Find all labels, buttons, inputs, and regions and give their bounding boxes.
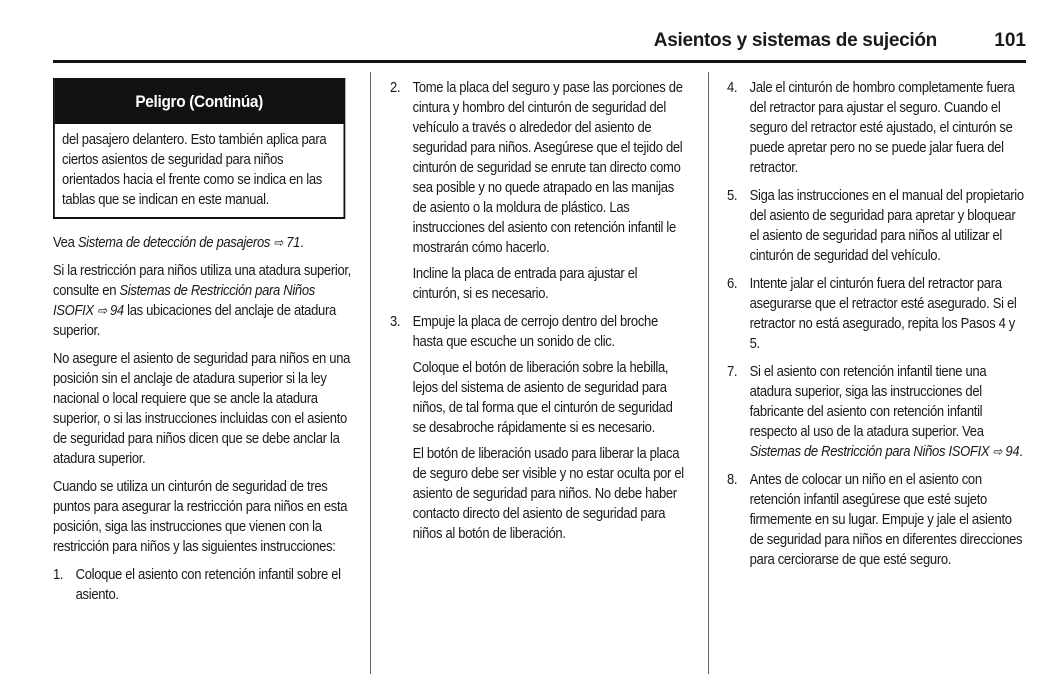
list-item xyxy=(727,78,1027,178)
step-text: Empuje la placa de cerrojo dentro del broche hasta que escuche un sonido de clic. xyxy=(412,314,658,350)
danger-title: Peligro (Continúa) xyxy=(55,80,344,124)
list-item xyxy=(53,565,352,605)
paragraph: Cuando se utiliza un cinturón de seguridad de tres puntos para asegurar la restricción para niños en esta posición, siga las instrucciones que vienen con la restricción para niños y las siguientes instrucciones: xyxy=(53,479,348,555)
list-item xyxy=(727,470,1027,570)
step-text: Siga las instrucciones en el manual del propietario del asiento de seguridad para apretar y bloquear el asiento de seguridad para niños al utilizar el cinturón de seguridad del vehículo. xyxy=(749,188,1024,264)
steps-list xyxy=(390,78,687,544)
step-text: Antes de colocar un niño en el asiento con retención infantil asegúrese que esté sujeto firmemente en su lugar. Empuje y jale el asiento de seguridad para niños en diferentes direcciones para cerciorarse de que esté seguro. xyxy=(749,472,1023,568)
danger-text: del pasajero delantero. Esto también aplica para ciertos asientos de seguridad para niños orientados hacia el frente como se indica en las tablas que se indican en este manual. xyxy=(62,132,327,208)
column-divider xyxy=(370,72,371,674)
step-number: 6. xyxy=(727,276,738,292)
step-number: 7. xyxy=(727,364,738,380)
column-left xyxy=(53,78,352,613)
column-right xyxy=(727,78,1027,578)
paragraph: Vea Sistema de detección de pasajeros ⇨ 71. xyxy=(53,235,304,251)
paragraph: Si la restricción para niños utiliza una atadura superior, consulte en Sistemas de Restricción para Niños ISOFIX ⇨ 94 las ubicaciones del anclaje de atadura superior. xyxy=(53,263,351,339)
step-text: Intente jalar el cinturón fuera del retractor para asegurarse que el retractor esté asegurado. Si el retractor no está asegurado, repita los Pasos 4 y 5. xyxy=(749,276,1017,352)
step-text: Incline la placa de entrada para ajustar el cinturón, si es necesario. xyxy=(412,266,638,302)
step-text: Si el asiento con retención infantil tiene una atadura superior, siga las instrucciones del fabricante del asiento con retención infantil respecto al uso de la atadura superior. Vea Sistemas de Restricción para Niños ISOFIX ⇨ 94. xyxy=(749,364,1023,460)
step-text: El botón de liberación usado para liberar la placa de seguro debe ser visible y no estar oculta por el asiento de seguridad para niños. No debe haber contacto directo del asiento de seguridad para niños al botón de liberación. xyxy=(412,446,684,542)
steps-list xyxy=(53,565,352,605)
paragraph: No asegure el asiento de seguridad para niños en una posición sin el anclaje de atadura superior si la ley nacional o local requiere que se ancle la atadura superior, o si las instrucciones incluidas con el asiento de seguridad para niños dicen que se debe anclar la atadura superior. xyxy=(53,351,351,467)
step-number: 4. xyxy=(727,80,738,96)
step-text: Coloque el asiento con retención infantil sobre el asiento. xyxy=(75,567,341,603)
page-number: 101 xyxy=(994,30,1026,51)
arrow-icon: ⇨ xyxy=(97,303,107,318)
step-number: 5. xyxy=(727,188,738,204)
step-text: Coloque el botón de liberación sobre la hebilla, lejos del sistema de asiento de seguridad para niños, de tal forma que el cinturón de seguridad se desabroche rápidamente si es necesario. xyxy=(412,360,673,436)
arrow-icon: ⇨ xyxy=(273,235,283,250)
column-middle xyxy=(390,78,687,552)
column-divider xyxy=(708,72,709,674)
cross-reference-link[interactable]: Sistemas de Restricción para Niños ISOFIX ⇨ 94 xyxy=(749,444,1020,460)
step-text: Tome la placa del seguro y pase las porciones de cintura y hombro del cinturón de seguridad del vehículo a través o alrededor del asiento de seguridad para niños. Asegúrese que el tejido del cinturón de seguridad se enrute tan directo como sea posible y no quede atrapado en las manijas de asiento o la moldura de plástico. Las instrucciones del asiento con retención infantil le mostrarán cómo hacerlo. xyxy=(412,80,683,256)
list-item xyxy=(390,312,687,544)
list-item xyxy=(390,78,687,304)
step-number: 8. xyxy=(727,472,738,488)
step-text: Jale el cinturón de hombro completamente fuera del retractor para ajustar el seguro. Cuando el seguro del retractor esté ajustado, el cinturón se puede apretar pero no se puede jalar fuera del retractor. xyxy=(749,80,1015,176)
step-number: 3. xyxy=(390,314,401,330)
steps-list xyxy=(727,78,1027,570)
danger-box xyxy=(53,78,345,219)
step-number: 1. xyxy=(53,567,64,583)
step-number: 2. xyxy=(390,80,401,96)
list-item xyxy=(727,186,1027,266)
list-item xyxy=(727,274,1027,354)
list-item xyxy=(727,362,1027,462)
cross-reference-link[interactable]: Sistema de detección de pasajeros ⇨ 71 xyxy=(77,235,301,251)
cross-reference-link[interactable]: Sistemas de Restricción para Niños ISOFIX ⇨ 94 xyxy=(53,283,315,319)
section-title: Asientos y sistemas de sujeción xyxy=(653,30,937,51)
arrow-icon: ⇨ xyxy=(992,444,1003,459)
header-rule xyxy=(53,60,1026,63)
